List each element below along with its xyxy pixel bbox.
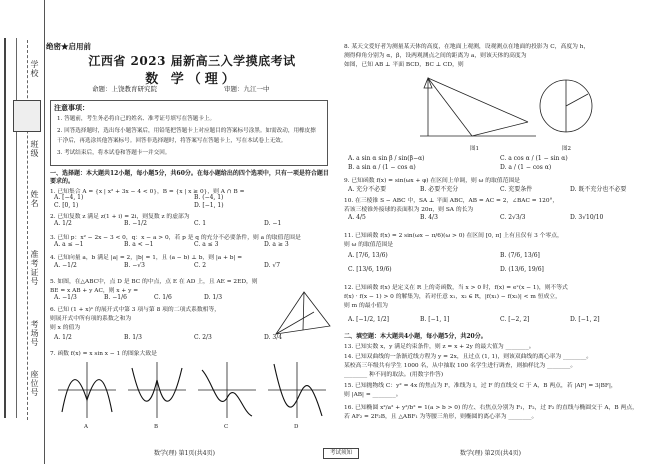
q4-option-d: D. √7 <box>264 262 281 269</box>
notice-line: 干净后，再选涂其他答案标号。回答非选择题时，将答案写在答题卡上，写在本试卷上无效。 <box>57 138 287 144</box>
center-badge: 考试须知 <box>323 448 359 459</box>
proposer: 命题：上饶教育研究院 <box>92 85 157 93</box>
q5-option-a: A. −1/3 <box>54 294 77 301</box>
question-1: 1. 已知集合 A = {x | x² + 3x − 4 < 0}，B = {x | x ≥ 0}，则 A ∩ B = <box>50 189 245 195</box>
q8-option-c: C. a cos α / (1 − sin α) <box>500 155 568 162</box>
figure-2-circle <box>536 72 596 142</box>
section-1-heading: 一、选择题：本大题共12小题，每小题5分，共60分。在每小题给出的四个选项中，只有一项是符合题目 <box>50 170 329 177</box>
q6-option-d: D. 3/4 <box>264 334 283 341</box>
figure-1-observation <box>418 72 538 142</box>
cut-line <box>27 40 28 420</box>
question-9: 9. 已知函数 f(x) = sin(ωx + φ) 在区间上单调，则 ω 的取值范围是 <box>344 178 520 184</box>
question-5: 5. 如图，在△ABC中，点 D 是 BC 的中点，点 E 在 AD 上，且 AE = 2ED，则 <box>50 279 258 285</box>
graph-c <box>198 360 258 420</box>
q12-option-c: C. [−2, 2] <box>500 316 530 323</box>
page-1 <box>44 0 340 464</box>
q3-option-d: D. a ≥ 3 <box>264 241 289 248</box>
q6-option-c: C. 2/3 <box>194 334 212 341</box>
secret-mark: 绝密★启用前 <box>46 42 91 51</box>
q12-option-d: D. [−1, 2] <box>570 316 600 323</box>
question-13: 13. 已知实数 x，y 满足约束条件，则 z = x + 2y 的最大值为 ________。 <box>344 344 535 350</box>
q2-option-d: D. −1 <box>264 220 282 227</box>
section-2-heading: 二、填空题：本大题共4小题，每小题5分，共20分。 <box>344 333 487 340</box>
notice-line: 1. 答题前，考生务必将自己的姓名、准考证号填写在答题卡上。 <box>57 116 216 122</box>
q5-option-d: D. 1/3 <box>204 294 223 301</box>
exam-title: 江西省 2023 届新高三入学摸底考试 <box>88 54 296 68</box>
q1-option-b: B. (−4, 1) <box>194 194 224 201</box>
binding-line <box>4 38 17 418</box>
question-3: 3. 已知 p：x² − 2x − 3 < 0，q：x − a > 0，若 p 是 q 的充分不必要条件，则 a 的取值范围是 <box>50 235 301 241</box>
page-1-footer: 数学(理) 第1页(共4页) <box>154 450 215 457</box>
triangle-figure <box>274 290 332 338</box>
question-8: 8. 某天文爱好者为测量某天体的高度，在地面上观测，设观测点在地面的投影为 C，高度为 h， <box>344 44 590 50</box>
notice-line: 2. 回答选择题时，选出每小题答案后，用铅笔把答题卡上对应题目的答案标号涂黑。如需改动，用橡皮擦 <box>57 128 316 134</box>
q10-option-a: A. 4/5 <box>348 214 366 221</box>
notice-heading: 注意事项： <box>54 103 89 112</box>
exam-subject: 数 学（理） <box>145 72 239 87</box>
reviewer: 审题：九江一中 <box>224 85 270 93</box>
question-16-cont: 若 AF₂ = 2F₂B，且 △ABF₁ 为等腰三角形，则椭圆的离心率为 ________。 <box>344 414 538 420</box>
question-12: 12. 已知函数 f(x) 是定义在 R 上的奇函数，当 x > 0 时，f(x) = eˣ(x − 1)，则不等式 <box>344 285 568 291</box>
q6-option-a: A. 1/2 <box>54 334 72 341</box>
student-id-box <box>13 100 41 132</box>
side-label-room: 考场号 <box>30 320 39 347</box>
q3-option-a: A. a ≤ −1 <box>54 241 84 248</box>
figure-1-caption: 图1 <box>470 146 479 152</box>
q5-option-b: B. −1/6 <box>104 294 127 301</box>
q2-option-a: A. 1/2 <box>54 220 72 227</box>
question-14: 14. 已知双曲线的一条渐近线方程为 y = 2x，且过点 (1, 1)，则该双曲线的离心率为 ________。 <box>344 354 593 360</box>
page-2-footer: 数学(理) 第2页(共4页) <box>460 450 521 457</box>
q3-option-c: C. a ≤ 3 <box>194 241 219 248</box>
graph-c-label: C <box>224 424 229 430</box>
question-10-cont: 若该三棱锥外接球的表面积为 20π，则 SA 的长为 <box>344 207 474 213</box>
q12-option-b: B. [−1, 1] <box>420 316 450 323</box>
q12-option-a: A. [−1/2, 1/2] <box>348 316 389 323</box>
q2-option-c: C. 1 <box>194 220 207 227</box>
question-16: 16. 已知椭圆 x²/a² + y²/b² = 1(a > b > 0) 的左、右焦点分别为 F₁，F₂，过 F₂ 的直线与椭圆交于 A，B 两点， <box>344 405 638 411</box>
question-12-cont: f(x) · f(x − 1) > 0 的解集为，若对任意 x₁，x₂ ∈ R，|f(x₁) − f(x₂)| < m 恒成立， <box>344 294 561 300</box>
question-14-cont: 某校高三年级共有学生 1000 名，从中抽取 100 名学生进行调查，则抽样比为 ________。 <box>344 363 577 369</box>
side-label-school: 学校 <box>30 60 39 78</box>
section-1-heading-cont: 要求的。 <box>50 178 75 185</box>
side-label-seat: 座位号 <box>30 370 39 397</box>
q1-option-d: D. [−1, 1) <box>194 202 224 209</box>
binding-strip <box>0 0 45 464</box>
question-12-cont2: 则 m 的最小值为 <box>344 303 388 309</box>
figure-2-caption: 图2 <box>562 146 571 152</box>
q4-option-a: A. −1/2 <box>54 262 77 269</box>
graph-b-label: B <box>154 424 159 430</box>
side-label-name: 姓名 <box>30 190 39 208</box>
notice-line: 3. 考试结束后，将本试卷和答题卡一并交回。 <box>57 150 171 156</box>
q5-option-c: C. 1/6 <box>154 294 172 301</box>
q9-option-c: C. 充要条件 <box>500 186 533 193</box>
question-15: 15. 已知抛物线 C：y² = 4x 的焦点为 F，准线为 l，过 F 的直线交 C 于 A，B 两点，若 |AF| = 3|BF|， <box>344 383 617 389</box>
graph-d-label: D <box>294 424 299 430</box>
q10-option-b: B. 4/3 <box>420 214 438 221</box>
q9-option-b: B. 必要不充分 <box>420 186 459 193</box>
q4-option-b: B. −√3 <box>124 262 145 269</box>
graph-a-label: A <box>84 424 88 430</box>
page-2 <box>340 0 663 464</box>
notice-box <box>50 100 328 166</box>
question-10: 10. 在三棱锥 S − ABC 中，SA ⊥ 平面 ABC，AB = AC = 2，∠BAC = 120°， <box>344 198 559 204</box>
q2-option-b: B. −1/2 <box>124 220 147 227</box>
q10-option-d: D. 3√10/10 <box>570 214 604 221</box>
q9-option-d: D. 既不充分也不必要 <box>570 186 627 193</box>
question-6-cont2: 则 x 的值为 <box>50 325 81 331</box>
graph-a <box>58 360 118 420</box>
question-7: 7. 函数 f(x) = x sin x − 1 的图象大致是 <box>50 351 157 357</box>
question-4: 4. 已知向量 a，b 满足 |a| = 2，|b| = 1，且 (a − b) ⊥ b，则 |a + b| = <box>50 255 243 261</box>
question-2: 2. 已知复数 z 满足 z(1 + i) = 2i，则复数 z 的虚部为 <box>50 214 190 220</box>
graph-b <box>128 360 188 420</box>
q3-option-b: B. a < −1 <box>124 241 154 248</box>
q9-option-a: A. 充分不必要 <box>348 186 387 193</box>
question-8-cont: 测得仰角分别为 α，β，设两观测点之间的距离为 a，则该天体的高度为 <box>344 53 527 59</box>
q11-option-c: C. [13/6, 19/6) <box>348 266 392 273</box>
question-8-cont2: 如图，已知 AB ⊥ 平面 BCD，BC ⊥ CD，则 <box>344 62 464 68</box>
q1-option-a: A. [−4, 1) <box>54 194 84 201</box>
side-label-exam-id: 准考证号 <box>30 250 39 286</box>
q1-option-c: C. [0, 1) <box>54 202 79 209</box>
q11-option-a: A. [7/6, 13/6) <box>348 252 388 259</box>
question-14-cont2: ________ 种不同的取法。(用数字作答) <box>344 372 444 378</box>
q11-option-d: D. (13/6, 19/6] <box>500 266 544 273</box>
q6-option-b: B. 1/3 <box>124 334 142 341</box>
q10-option-c: C. 2√3/3 <box>500 214 526 221</box>
question-5-cont: BE = x AB + y AC，则 x + y = <box>50 288 139 294</box>
question-6: 6. 已知 (1 + x)ⁿ 的展开式中第 3 项与第 8 项的二项式系数相等， <box>50 307 221 313</box>
question-11-cont: 则 ω 的取值范围是 <box>344 242 393 248</box>
q8-option-a: A. a sin α sin β / sin(β−α) <box>348 155 425 162</box>
q11-option-b: B. (7/6, 13/6] <box>500 252 540 259</box>
question-6-cont: 则展开式中所有项的系数之和为 <box>50 316 132 322</box>
question-11: 11. 已知函数 f(x) = 2 sin(ωx − π/6)(ω > 0) 在区间 [0, π] 上有且仅有 3 个零点， <box>344 233 563 239</box>
q8-option-d: D. a / (1 − cos α) <box>500 164 552 171</box>
question-15-cont: 则 |AB| = ________。 <box>344 392 402 398</box>
graph-d <box>268 360 328 420</box>
side-label-class: 班级 <box>30 140 39 158</box>
q4-option-c: C. 2 <box>194 262 207 269</box>
q8-option-b: B. a sin α / (1 − cos α) <box>348 164 416 171</box>
